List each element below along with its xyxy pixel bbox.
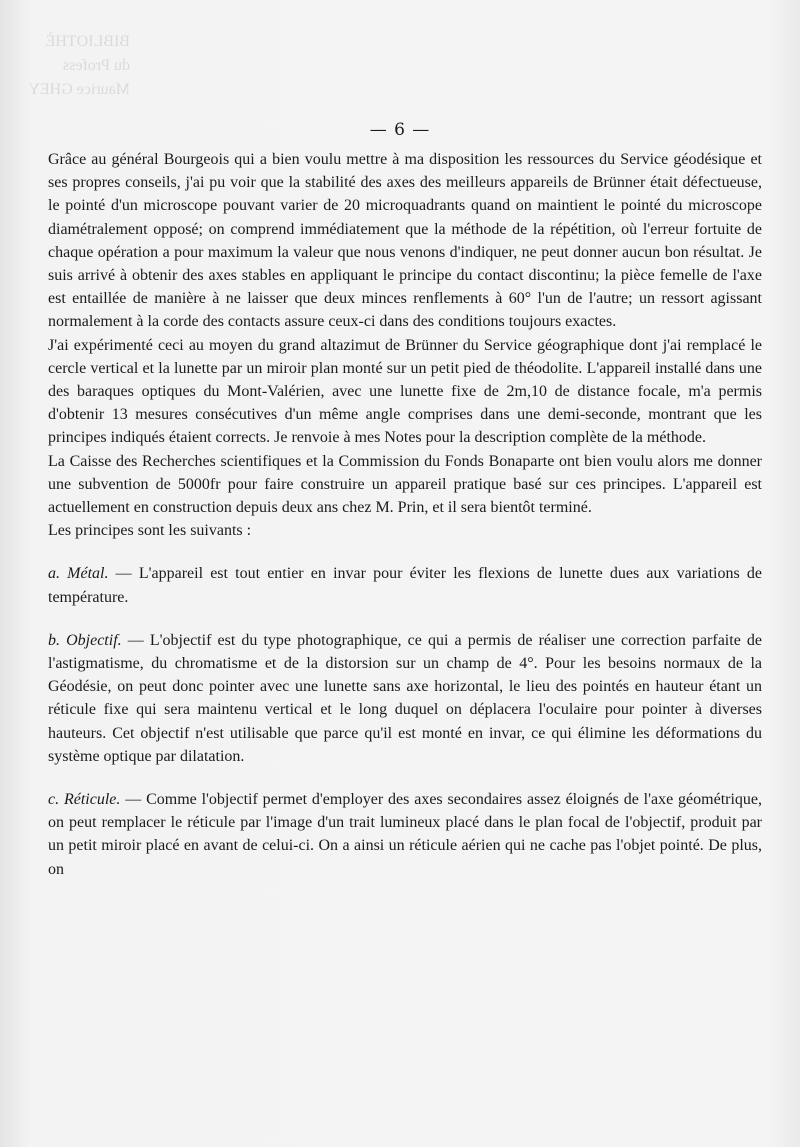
page-number: — 6 — xyxy=(369,120,431,140)
item-text: — Comme l'objectif permet d'employer des axes secondaires assez éloignés de l'axe géométrique, on peut remplacer le réticule par l'image d'un trait lumineux placé dans le plan focal de l'objectif, produit par un petit miroir placé en avant de celui-ci. On a ainsi un réticule aérien qui ne cache pas l'objet pointé. De plus, on xyxy=(48,791,763,878)
item-label: b. Objectif. xyxy=(48,631,122,649)
item-text: — L'objectif est du type photographique, ce qui a permis de réaliser une correction parfaite de l'astigmatisme, du chromatisme et de la distorsion sur un champ de 4°. Pour les besoins normaux de la Géodésie, on peut donc pointer avec une lunette sans axe horizontal, le lieu des pointés en hauteur étant un réticule fixe qui sera maintenu vertical et le long duquel on déplacera l'oculaire pour pointer à diverses hauteurs. Cet objectif n'est utilisable que parce qu'il est monté en invar, ce qui élimine les déformations du système optique par dilatation. xyxy=(48,631,762,765)
paragraph-3: La Caisse des Recherches scientifiques et la Commission du Fonds Bonaparte ont bien voulu alors me donner une subvention de 5000fr pour faire construire un appareil pratique basé sur ces principes. L'appareil est actuellement en construction depuis deux ans chez M. Prin, et il sera bientôt terminé. xyxy=(48,452,762,517)
item-objectif xyxy=(48,629,762,768)
bleed-through-text: BIBLIOTHÈ du Profess Maurice GHEY xyxy=(28,33,130,98)
item-label: c. Réticule. xyxy=(48,791,121,809)
paragraph-1: Grâce au général Bourgeois qui a bien voulu mettre à ma disposition les ressources du Service géodésique et ses propres conseils, j'ai pu voir que la stabilité des axes des meilleurs appareils de Brünner était défectueuse, le pointé d'un microscope pouvant varier de 20 microquadrants quand on maintient le pointé du microscope diamétralement opposé; on comprend immédiatement que la méthode de la répétition, où l'erreur fortuite de chaque opération a pour maximum la valeur que nous venons d'indiquer, ne peut donner aucun bon résultat. Je suis arrivé à obtenir des axes stables en appliquant le principe du contact discontinu; la pièce femelle de l'axe est entaillée de manière à ne laisser que deux minces renflements à 60° l'un de l'autre; un ressort agissant normalement à la corde des contacts assure ceux-ci dans des conditions toujours exactes. xyxy=(48,151,762,331)
page-body xyxy=(48,148,762,881)
paragraph-2: J'ai expérimenté ceci au moyen du grand altazimut de Brünner du Service géographique dont j'ai remplacé le cercle vertical et la lunette par un miroir plan monté sur un petit pied de théodolite. L'appareil installé dans une des baraques optiques du Mont-Valérien, avec une lunette fixe de 2m,10 de distance focale, m'a permis d'obtenir 13 mesures consécutives d'un même angle comprises dans une demi-seconde, montrant que les principes indiqués étaient corrects. Je renvoie à mes Notes pour la description complète de la méthode. xyxy=(48,336,762,447)
item-reticule xyxy=(48,788,762,881)
item-text: — L'appareil est tout entier en invar pour éviter les flexions de lunette dues aux variations de température. xyxy=(48,565,762,606)
paragraph-4: Les principes sont les suivants : xyxy=(48,522,252,540)
item-metal xyxy=(48,562,762,608)
item-label: a. Métal. xyxy=(48,565,109,583)
